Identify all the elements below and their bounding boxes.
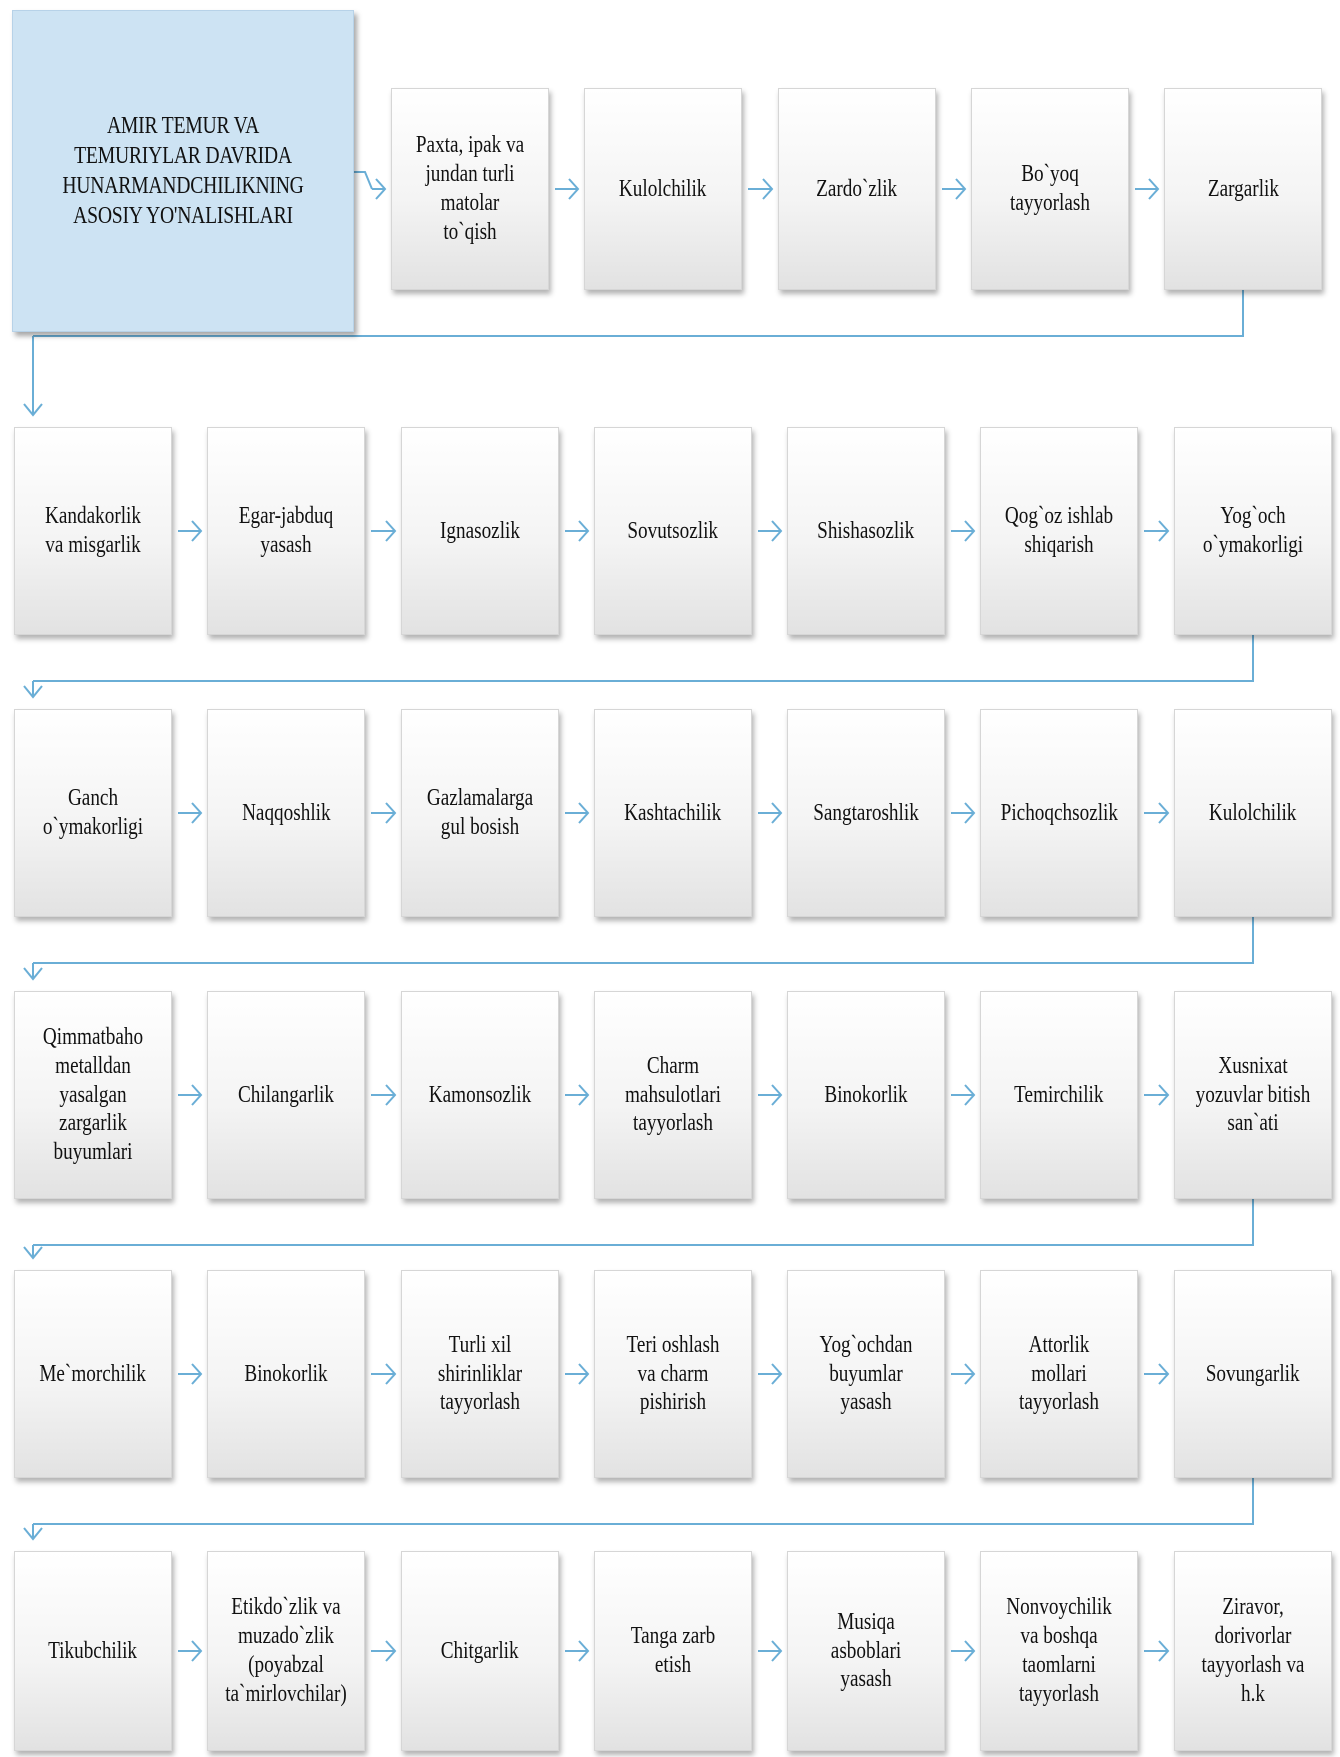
craft-box	[980, 1551, 1138, 1751]
craft-box	[1174, 1551, 1332, 1751]
arrow-head	[579, 803, 588, 823]
craft-label: Me`morchilik	[39, 1360, 147, 1387]
craft-label: Etikdo`zlik va muzado`zlik (poyabzal ta`mirlovchilar)	[225, 1594, 347, 1707]
title-connector	[354, 172, 372, 189]
arrow-head	[579, 1085, 588, 1105]
craft-label: Qog`oz ishlab shiqarish	[1004, 503, 1114, 558]
craft-label: Binokorlik	[824, 1081, 908, 1108]
craft-label: Temirchilik	[1014, 1081, 1104, 1108]
craft-label: Qimmatbaho metalldan yasalgan zargarlik buyumlari	[42, 1024, 144, 1166]
arrow-head	[24, 1247, 42, 1258]
craft-label: Nonvoychilik va boshqa taomlarni tayyorlash	[1006, 1594, 1112, 1707]
arrow-head	[579, 1364, 588, 1384]
craft-label: Sovungarlik	[1206, 1360, 1300, 1387]
craft-box	[787, 1551, 945, 1751]
arrow-head	[1159, 803, 1168, 823]
arrow-head	[192, 1085, 201, 1105]
craft-label: Sovutsozlik	[627, 517, 719, 544]
craft-box	[14, 1551, 172, 1751]
craft-box	[14, 427, 172, 635]
craft-box	[1174, 1270, 1332, 1478]
craft-label: Yog`ochdan buyumlar yasash	[819, 1331, 913, 1416]
row-connector	[33, 1199, 1253, 1245]
craft-label: Zargarlik	[1207, 175, 1279, 202]
diagram-title: AMIR TEMUR VA TEMURIYLAR DAVRIDA HUNARMANDCHILIKNING ASOSIY YO'NALISHLARI	[62, 113, 304, 229]
arrow-head	[569, 179, 578, 199]
arrow-head	[192, 1364, 201, 1384]
arrow-head	[1159, 1085, 1168, 1105]
craft-box	[401, 991, 559, 1199]
arrow-head	[1159, 1641, 1168, 1661]
arrow-head	[1159, 521, 1168, 541]
arrow-head	[965, 1085, 974, 1105]
craft-box	[594, 427, 752, 635]
craft-box	[14, 1270, 172, 1478]
craft-box	[787, 709, 945, 917]
arrow-head	[965, 521, 974, 541]
craft-box	[980, 991, 1138, 1199]
craft-label: Paxta, ipak va jundan turli matolar to`qish	[415, 132, 525, 245]
craft-label: Tanga zarb etish	[630, 1623, 716, 1678]
craft-box	[594, 1551, 752, 1751]
craft-box	[787, 1270, 945, 1478]
craft-label: Kashtachilik	[624, 799, 722, 826]
craft-box	[14, 709, 172, 917]
arrow-head	[24, 968, 42, 979]
craft-label: Kamonsozlik	[428, 1081, 532, 1108]
craft-box	[207, 427, 365, 635]
arrow-head	[772, 1364, 781, 1384]
craft-box	[401, 709, 559, 917]
craft-label: Binokorlik	[244, 1360, 328, 1387]
craft-label: Kulolchilik	[619, 175, 707, 202]
arrow-head	[386, 521, 395, 541]
arrow-head	[386, 1085, 395, 1105]
arrow-head	[192, 803, 201, 823]
arrow-head	[376, 179, 385, 199]
title-box	[12, 10, 354, 332]
craft-label: Zardo`zlik	[816, 175, 898, 202]
craft-box	[391, 88, 549, 290]
arrow-head	[772, 521, 781, 541]
arrow-head	[24, 404, 42, 415]
craft-label: Charm mahsulotlari tayyorlash	[625, 1052, 721, 1137]
arrow-head	[956, 179, 965, 199]
craft-box	[1174, 709, 1332, 917]
craft-label: Yog`och o`ymakorligi	[1202, 503, 1304, 558]
craft-label: Kandakorlik va misgarlik	[45, 503, 141, 558]
craft-box	[980, 1270, 1138, 1478]
craft-box	[207, 709, 365, 917]
arrow-head	[965, 803, 974, 823]
craft-label: Teri oshlash va charm pishirish	[626, 1331, 720, 1416]
craft-label: Ignasozlik	[439, 517, 520, 544]
arrow-head	[772, 1641, 781, 1661]
row-connector	[33, 1478, 1253, 1524]
craft-box	[401, 1551, 559, 1751]
craft-label: Tikubchilik	[48, 1637, 138, 1664]
craft-box	[594, 991, 752, 1199]
craft-box	[1164, 88, 1322, 290]
craft-label: Gazlamalarga gul bosish	[426, 785, 534, 840]
arrow-head	[965, 1364, 974, 1384]
craft-label: Attorlik mollari tayyorlash	[1019, 1331, 1099, 1416]
craft-box	[594, 709, 752, 917]
craft-label: Ganch o`ymakorligi	[42, 785, 144, 840]
craft-box	[980, 427, 1138, 635]
craft-box	[594, 1270, 752, 1478]
craft-box	[207, 991, 365, 1199]
arrow-head	[579, 1641, 588, 1661]
craft-box	[787, 427, 945, 635]
craft-label: Bo`yoq tayyorlash	[1010, 161, 1090, 216]
craft-box	[401, 427, 559, 635]
arrow-head	[192, 521, 201, 541]
arrow-head	[1159, 1364, 1168, 1384]
arrow-head	[24, 686, 42, 697]
craft-box	[971, 88, 1129, 290]
arrow-head	[579, 521, 588, 541]
craft-label: Shishasozlik	[817, 517, 915, 544]
craft-label: Sangtaroshlik	[813, 799, 919, 826]
arrow-head	[965, 1641, 974, 1661]
row-connector	[33, 917, 1253, 963]
craft-box	[14, 991, 172, 1199]
craft-label: Egar-jabduq yasash	[238, 503, 334, 558]
arrow-head	[763, 179, 772, 199]
craft-label: Kulolchilik	[1209, 799, 1297, 826]
craft-label: Musiqa asboblari yasash	[830, 1608, 902, 1693]
craft-box	[787, 991, 945, 1199]
craft-label: Chilangarlik	[237, 1081, 334, 1108]
craft-label: Xusnixat yozuvlar bitish san`ati	[1195, 1052, 1311, 1137]
craft-label: Naqqoshlik	[241, 799, 331, 826]
craft-box	[980, 709, 1138, 917]
craft-box	[1174, 427, 1332, 635]
arrow-head	[386, 1641, 395, 1661]
craft-box	[1174, 991, 1332, 1199]
craft-box	[207, 1270, 365, 1478]
craft-box	[207, 1551, 365, 1751]
arrow-head	[1149, 179, 1158, 199]
row-connector	[33, 635, 1253, 681]
arrow-head	[24, 1528, 42, 1539]
craft-box	[584, 88, 742, 290]
craft-label: Pichoqchsozlik	[1000, 799, 1118, 826]
arrow-head	[772, 1085, 781, 1105]
craft-box	[401, 1270, 559, 1478]
craft-label: Chitgarlik	[441, 1637, 519, 1664]
arrow-head	[386, 803, 395, 823]
craft-label: Ziravor, dorivorlar tayyorlash va h.k	[1201, 1594, 1305, 1707]
arrow-head	[192, 1641, 201, 1661]
arrow-head	[772, 803, 781, 823]
craft-label: Turli xil shirinliklar tayyorlash	[437, 1331, 523, 1416]
arrow-head	[386, 1364, 395, 1384]
craft-box	[778, 88, 936, 290]
